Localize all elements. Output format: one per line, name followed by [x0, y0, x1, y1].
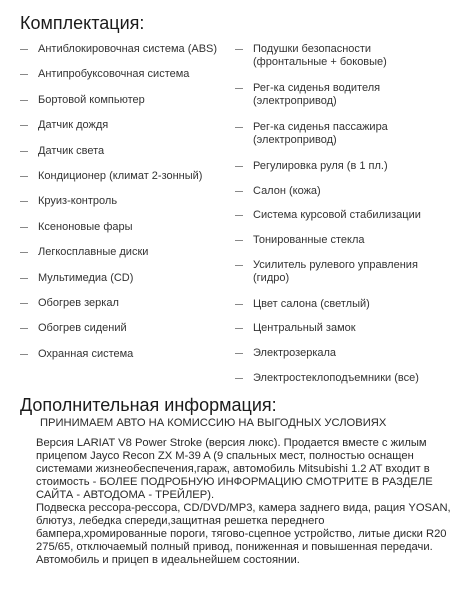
dash-bullet-icon	[235, 191, 243, 192]
dash-bullet-icon	[20, 303, 28, 304]
equipment-list-left	[18, 40, 223, 370]
additional-info-body	[36, 417, 456, 567]
dash-bullet-icon	[20, 354, 28, 355]
dash-bullet-icon	[235, 88, 243, 89]
equipment-item: Салон (кожа)	[233, 182, 463, 207]
equipment-item: Мультимедиа (CD)	[18, 269, 223, 294]
equipment-item: Рег-ка сиденья пассажира (электропривод)	[233, 118, 463, 157]
equipment-item: Система курсовой стабилизации	[233, 206, 463, 231]
dash-bullet-icon	[20, 278, 28, 279]
equipment-item: Электростеклоподъемники (все)	[233, 369, 463, 394]
equipment-item: Регулировка руля (в 1 пл.)	[233, 157, 463, 182]
dash-bullet-icon	[235, 353, 243, 354]
equipment-item: Датчик света	[18, 142, 223, 167]
equipment-item: Цвет салона (светлый)	[233, 295, 463, 320]
equipment-item: Бортовой компьютер	[18, 91, 223, 116]
additional-info-heading: Дополнительная информация:	[20, 395, 277, 415]
equipment-item: Центральный замок	[233, 319, 463, 344]
dash-bullet-icon	[235, 166, 243, 167]
equipment-item: Охранная система	[18, 345, 223, 370]
dash-bullet-icon	[235, 304, 243, 305]
equipment-list-right	[233, 40, 463, 394]
dash-bullet-icon	[20, 74, 28, 75]
commission-notice: ПРИНИМАЕМ АВТО НА КОМИССИЮ НА ВЫГОДНЫХ УСЛОВИЯХ	[40, 417, 387, 429]
dash-bullet-icon	[235, 215, 243, 216]
equipment-item: Антиблокировочная система (ABS)	[18, 40, 223, 65]
dash-bullet-icon	[20, 201, 28, 202]
equipment-item: Легкосплавные диски	[18, 243, 223, 268]
dash-bullet-icon	[20, 328, 28, 329]
dash-bullet-icon	[235, 127, 243, 128]
equipment-item: Рег-ка сиденья водителя (электропривод)	[233, 79, 463, 118]
equipment-item: Ксеноновые фары	[18, 218, 223, 243]
dash-bullet-icon	[20, 176, 28, 177]
dash-bullet-icon	[20, 125, 28, 126]
dash-bullet-icon	[20, 49, 28, 50]
equipment-item: Электрозеркала	[233, 344, 463, 369]
equipment-item: Кондиционер (климат 2-зонный)	[18, 167, 223, 192]
equipment-item: Круиз-контроль	[18, 192, 223, 217]
dash-bullet-icon	[235, 328, 243, 329]
dash-bullet-icon	[20, 227, 28, 228]
dash-bullet-icon	[20, 252, 28, 253]
equipment-item: Антипробуксовочная система	[18, 65, 223, 90]
dash-bullet-icon	[235, 49, 243, 50]
dash-bullet-icon	[235, 265, 243, 266]
equipment-item: Обогрев зеркал	[18, 294, 223, 319]
dash-bullet-icon	[20, 100, 28, 101]
equipment-item: Усилитель рулевого управления (гидро)	[233, 256, 463, 295]
equipment-heading: Комплектация:	[20, 13, 145, 33]
equipment-item: Датчик дождя	[18, 116, 223, 141]
dash-bullet-icon	[20, 151, 28, 152]
equipment-item: Подушки безопасности (фронтальные + боковые)	[233, 40, 463, 79]
info-paragraph: Версия LARIAT V8 Power Stroke (версия люкс). Продается вместе с жилым прицепом Jayco Recon ZX M-39 A (9 спальных мест, полностью оснащен системами жизнеобеспечения,гараж, автомобиль Mitsubishi 1.2 AT входит в стоимость - БОЛЕЕ ПОДРОБНУЮ ИНФОРМАЦИЮ СМОТРИТЕ В РАЗДЕЛЕ САЙТА - АВТОДОМА - ТРЕЙЛЕР).	[36, 437, 433, 501]
equipment-item: Тонированные стекла	[233, 231, 463, 256]
dash-bullet-icon	[235, 240, 243, 241]
info-paragraph: Автомобиль и прицеп в идеальнейшем состоянии.	[36, 554, 300, 566]
dash-bullet-icon	[235, 378, 243, 379]
equipment-item: Обогрев сидений	[18, 319, 223, 344]
info-paragraph: Подвеска рессора-рессора, CD/DVD/MP3, камера заднего вида, рация YOSAN, блютуз, лебедка спереди,защитная решетка переднего бампера,хромированные пороги, тягово-сцепное устройство, литые диски R20 275/65, отключаемый полный привод, пониженная и повышенная передачи.	[36, 502, 451, 553]
